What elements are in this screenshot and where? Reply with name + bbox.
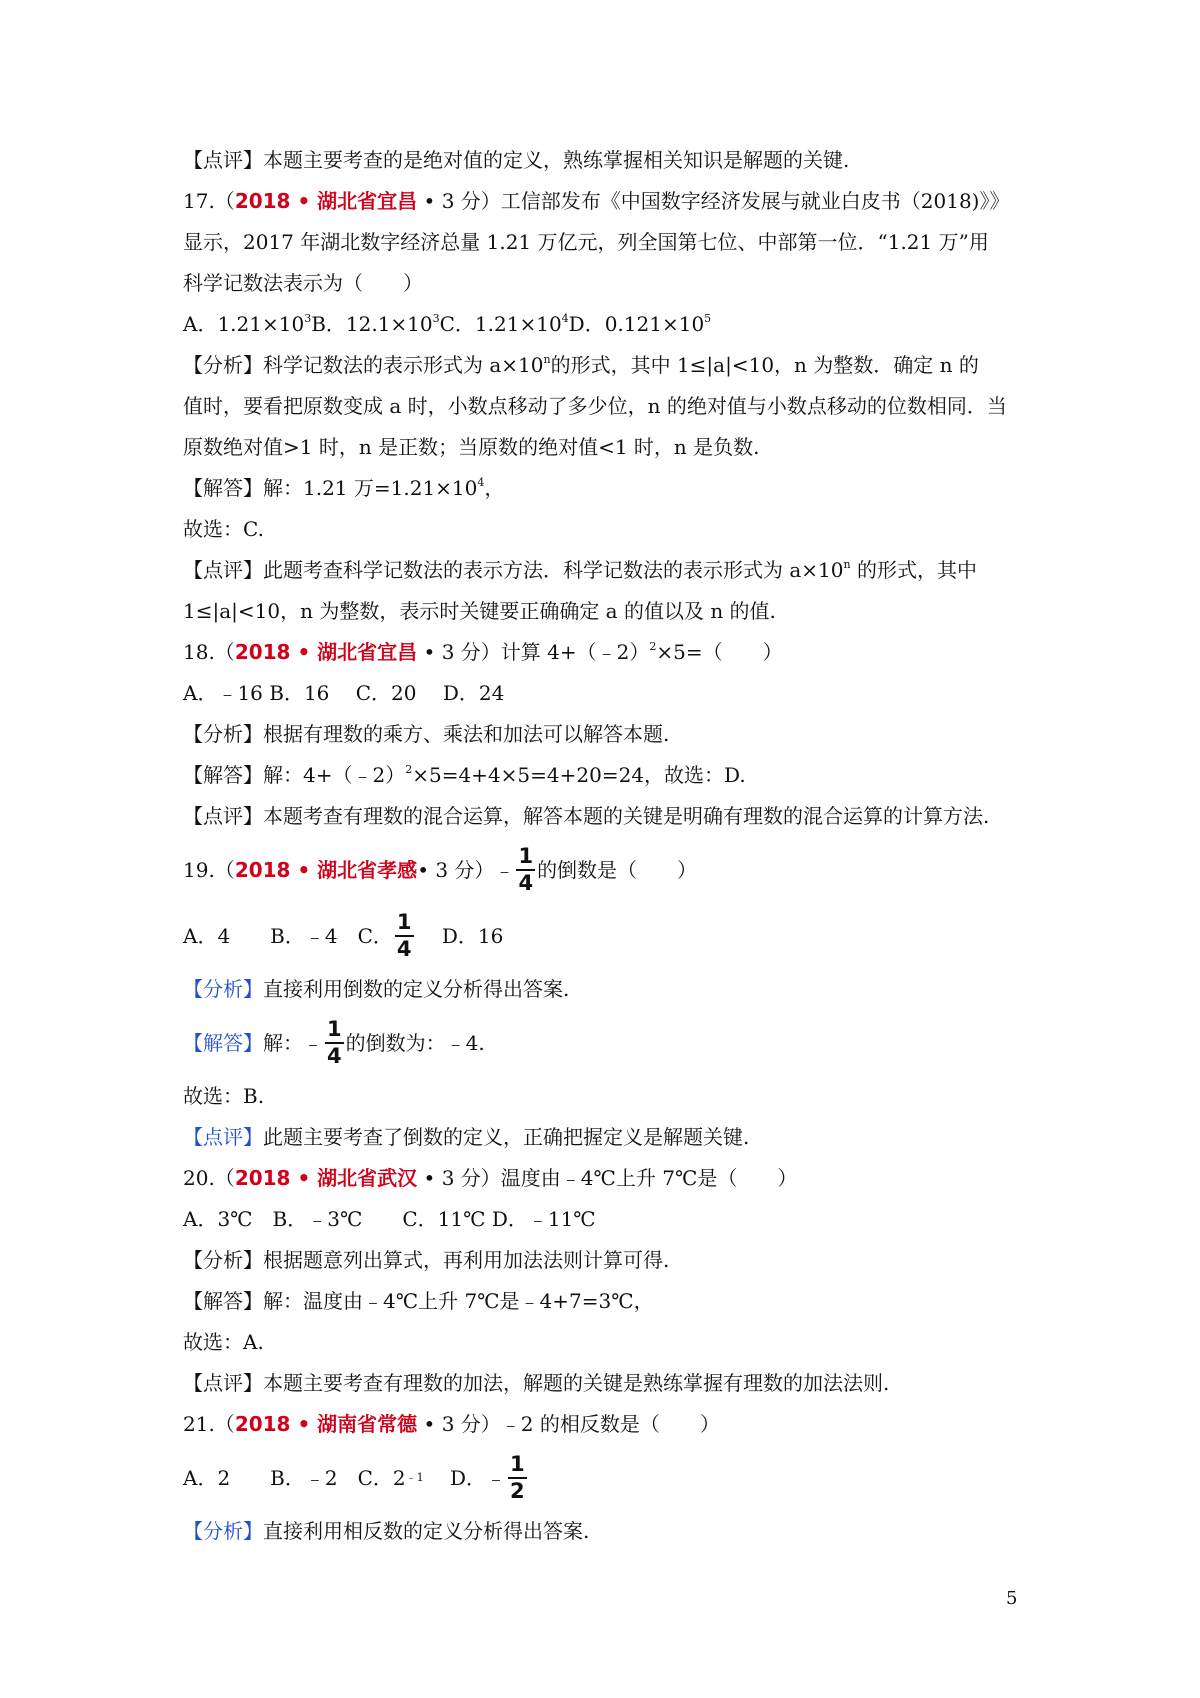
question-19-options: A．4 B．﹣4 C． $\frac{1}{4}$ D．16 — [183, 910, 504, 961]
question-21-header: 21.（2018 • 湖南省常德 • 3 分）﹣2 的相反数是（ ） — [183, 1412, 720, 1436]
fraction: $\frac{1}{2}$ — [510, 1452, 525, 1503]
solution-line: 【解答】 解：﹣ $\frac{1}{4}$ 的倒数为：﹣4. — [183, 1017, 485, 1068]
source-label: 2018 • 湖北省宜昌 — [234, 189, 418, 213]
analysis-line: 【分析】根据题意列出算式，再利用加法法则计算可得. — [183, 1248, 670, 1272]
question-20-options: A．3℃ B．﹣3℃ C．11℃ D．﹣11℃ — [183, 1207, 596, 1231]
question-18-options: A．﹣16 B．16 C．20 D．24 — [183, 681, 505, 705]
answer-line: 故选：C. — [183, 517, 264, 541]
solution-line: 【解答】解：1.21 万$=1.21\times 10^4$， — [183, 476, 505, 500]
source-label: 2018 • 湖北省孝感 — [234, 857, 418, 882]
question-18-header: 18.（2018 • 湖北省宜昌 • 3 分）计算 4+（﹣2）$^2$×5=（ ） — [183, 640, 783, 664]
question-17-options: A．$1.21\times 10^3B$．$12.1\times 10^3C$．$1.21\times 10^4D$．$0.121\times 10^5$ — [183, 312, 712, 336]
question-21-options: A．2 B．﹣2 C．2 ﹣1 D．﹣ $\frac{1}{2}$ — [183, 1452, 525, 1503]
analysis-line: 【分析】直接利用相反数的定义分析得出答案. — [183, 1519, 590, 1543]
analysis-line: 值时，要看把原数变成 a 时，小数点移动了多少位，n 的绝对值与小数点移动的位数相同．当 — [183, 394, 1007, 418]
source-label: 2018 • 湖北省宜昌 — [234, 640, 418, 664]
fraction: $\frac{1}{4}$ — [327, 1017, 342, 1068]
question-17-text: 科学记数法表示为（ ） — [183, 271, 423, 295]
solution-line: 【解答】解：温度由﹣4℃上升 7℃是﹣4+7=3℃， — [183, 1289, 654, 1313]
question-19-header: 19.（ 2018 • 湖北省孝感 • 3 分） ﹣ $\frac{1}{4}$ 的倒数是（ ） — [183, 844, 698, 895]
analysis-line: 【分析】科学记数法的表示形式为 $a\times 10^n$的形式，其中 1≤|a|<10，n 为整数．确定 n 的 — [183, 353, 979, 377]
comment-line: 【点评】本题主要考查的是绝对值的定义，熟练掌握相关知识是解题的关键. — [183, 148, 850, 172]
source-label: 2018 • 湖南省常德 — [234, 1412, 418, 1436]
analysis-line: 原数绝对值>1 时，n 是正数；当原数的绝对值<1 时，n 是负数. — [183, 435, 760, 459]
analysis-line: 【分析】根据有理数的乘方、乘法和加法可以解答本题. — [183, 722, 670, 746]
analysis-line: 【分析】直接利用倒数的定义分析得出答案. — [183, 977, 570, 1001]
comment-line: 【点评】本题考查有理数的混合运算，解答本题的关键是明确有理数的混合运算的计算方法. — [183, 804, 990, 828]
source-label: 2018 • 湖北省武汉 — [234, 1166, 418, 1190]
solution-line: 【解答】解：4+（﹣2）$^2$×5=4+4×5=4+20=24，故选：D. — [183, 763, 746, 787]
question-17-text: 显示，2017 年湖北数字经济总量 1.21 万亿元，列全国第七位、中部第一位．“1.21 万”用 — [183, 230, 989, 254]
comment-line: 【点评】此题考查科学记数法的表示方法．科学记数法的表示形式为 $a\times 10^n$ 的形式，其中 — [183, 558, 977, 582]
comment-line: 【点评】本题主要考查有理数的加法，解题的关键是熟练掌握有理数的加法法则. — [183, 1371, 890, 1395]
page-number: 5 — [1006, 1588, 1018, 1609]
question-17-header: 17.（2018 • 湖北省宜昌 • 3 分）工信部发布《中国数字经济发展与就业白皮书（2018)》》 — [183, 189, 1010, 213]
answer-line: 故选：B. — [183, 1084, 265, 1108]
answer-line: 故选：A. — [183, 1330, 264, 1354]
comment-line: 1≤|a|<10，n 为整数，表示时关键要正确确定 a 的值以及 n 的值. — [183, 599, 776, 623]
fraction: $\frac{1}{4}$ — [396, 910, 412, 961]
question-20-header: 20.（2018 • 湖北省武汉 • 3 分）温度由﹣4℃上升 7℃是（ ） — [183, 1166, 798, 1190]
page-content — [183, 140, 1033, 1552]
comment-line: 【点评】此题主要考查了倒数的定义，正确把握定义是解题关键. — [183, 1125, 750, 1149]
fraction: $\frac{1}{4}$ — [518, 844, 534, 895]
